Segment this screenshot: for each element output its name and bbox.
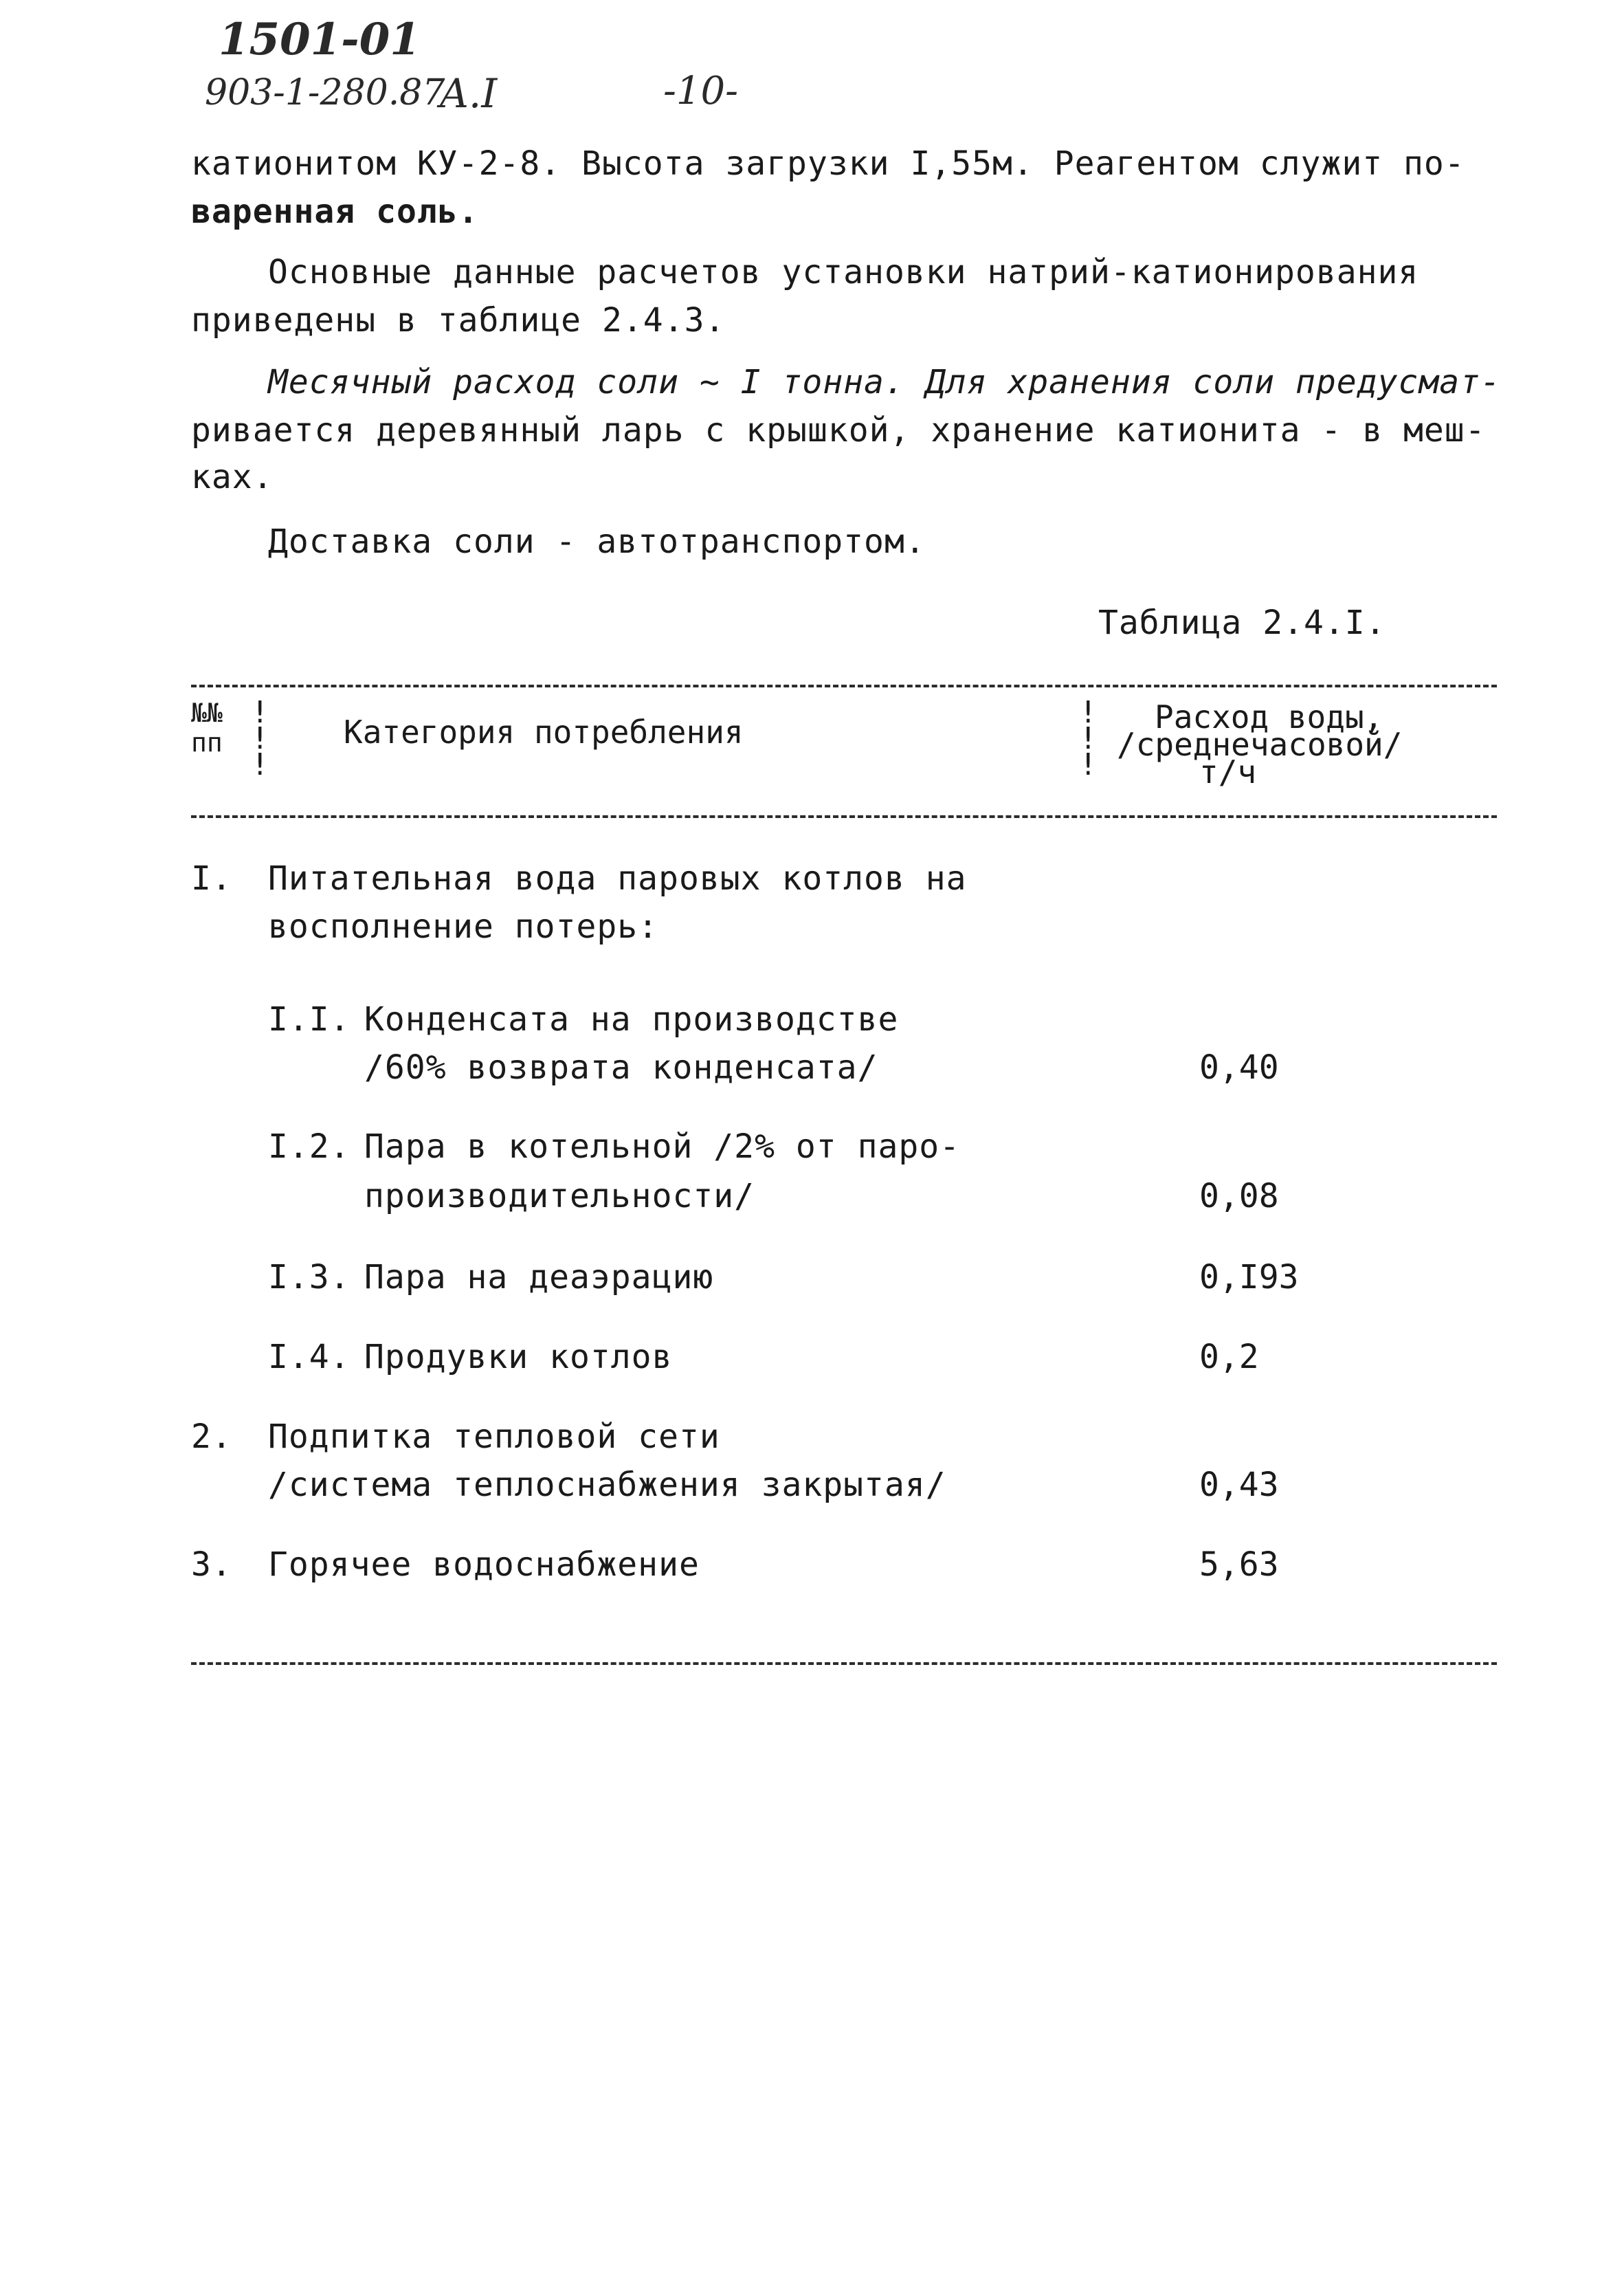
row-value: 0,43	[1199, 1466, 1279, 1504]
row-label-line-1: Конденсата на производстве	[364, 1000, 899, 1039]
row-label-line-2: восполнение потерь:	[268, 907, 659, 946]
row-value: 0,40	[1199, 1048, 1279, 1087]
row-label-line-2: /60% возврата конденсата/	[364, 1048, 878, 1087]
table-top-rule	[191, 685, 1497, 687]
row-number: I.3.	[268, 1258, 351, 1296]
row-label-line-1: Продувки котлов	[364, 1338, 673, 1376]
row-label-line-1: Пара на деаэрацию	[364, 1258, 714, 1296]
header-flow-line-1: Расход воды,	[1155, 698, 1383, 736]
header-flow-line-3: т/ч	[1199, 753, 1257, 791]
table-caption: Таблица 2.4.I.	[1098, 604, 1386, 642]
row-number: I.4.	[268, 1338, 351, 1376]
row-label-line-1: Пара в котельной /2% от паро-	[364, 1127, 961, 1166]
header-separator-left: ! ! !	[251, 695, 269, 782]
row-label-line-1: Подпитка тепловой сети	[268, 1417, 720, 1456]
paragraph-4-line-1: Доставка соли - автотранспортом.	[268, 522, 926, 561]
row-label-line-2: /система теплоснабжения закрытая/	[268, 1466, 946, 1504]
header-category: Категория потребления	[344, 714, 744, 751]
table-header-rule	[191, 815, 1497, 818]
row-number: I.2.	[268, 1127, 351, 1166]
paragraph-1-line-2: варенная соль.	[191, 192, 479, 231]
row-number: I.I.	[268, 1000, 351, 1039]
row-number: I.	[191, 859, 232, 898]
doc-code-top: 1501-01	[219, 14, 421, 65]
paragraph-1-line-1: катионитом КУ-2-8. Высота загрузки I,55м. Реагентом служит по-	[191, 144, 1465, 183]
paragraph-2-line-2: приведены в таблице 2.4.3.	[191, 301, 726, 340]
album-marker: A.I	[440, 70, 498, 117]
header-separator-right: ! ! !	[1079, 695, 1098, 782]
row-value: 0,2	[1199, 1338, 1259, 1376]
row-value: 0,08	[1199, 1177, 1279, 1215]
row-value: 0,I93	[1199, 1258, 1299, 1296]
row-value: 5,63	[1199, 1545, 1279, 1584]
row-number: 2.	[191, 1417, 232, 1456]
paragraph-3-line-3: ках.	[191, 458, 274, 496]
header-num-line-1: №№	[191, 698, 223, 728]
paragraph-2-line-1: Основные данные расчетов установки натрий-катионирования	[268, 253, 1419, 291]
row-label-line-2: производительности/	[364, 1177, 755, 1215]
paragraph-3-line-2: ривается деревянный ларь с крышкой, хранение катионита - в меш-	[191, 411, 1486, 450]
row-number: 3.	[191, 1545, 232, 1584]
row-label-line-1: Горячее водоснабжение	[268, 1545, 700, 1584]
paragraph-3-line-1: Месячный расход соли ~ I тонна. Для хранения соли предусмат-	[268, 363, 1501, 401]
header-flow-line-2: /среднечасовой/	[1117, 726, 1403, 763]
table-bottom-rule	[191, 1662, 1497, 1665]
header-num-line-2: пп	[191, 727, 223, 758]
doc-code-number: 903-1-280.87	[205, 72, 445, 113]
page-number: -10-	[663, 69, 739, 113]
row-label-line-1: Питательная вода паровых котлов на	[268, 859, 967, 898]
